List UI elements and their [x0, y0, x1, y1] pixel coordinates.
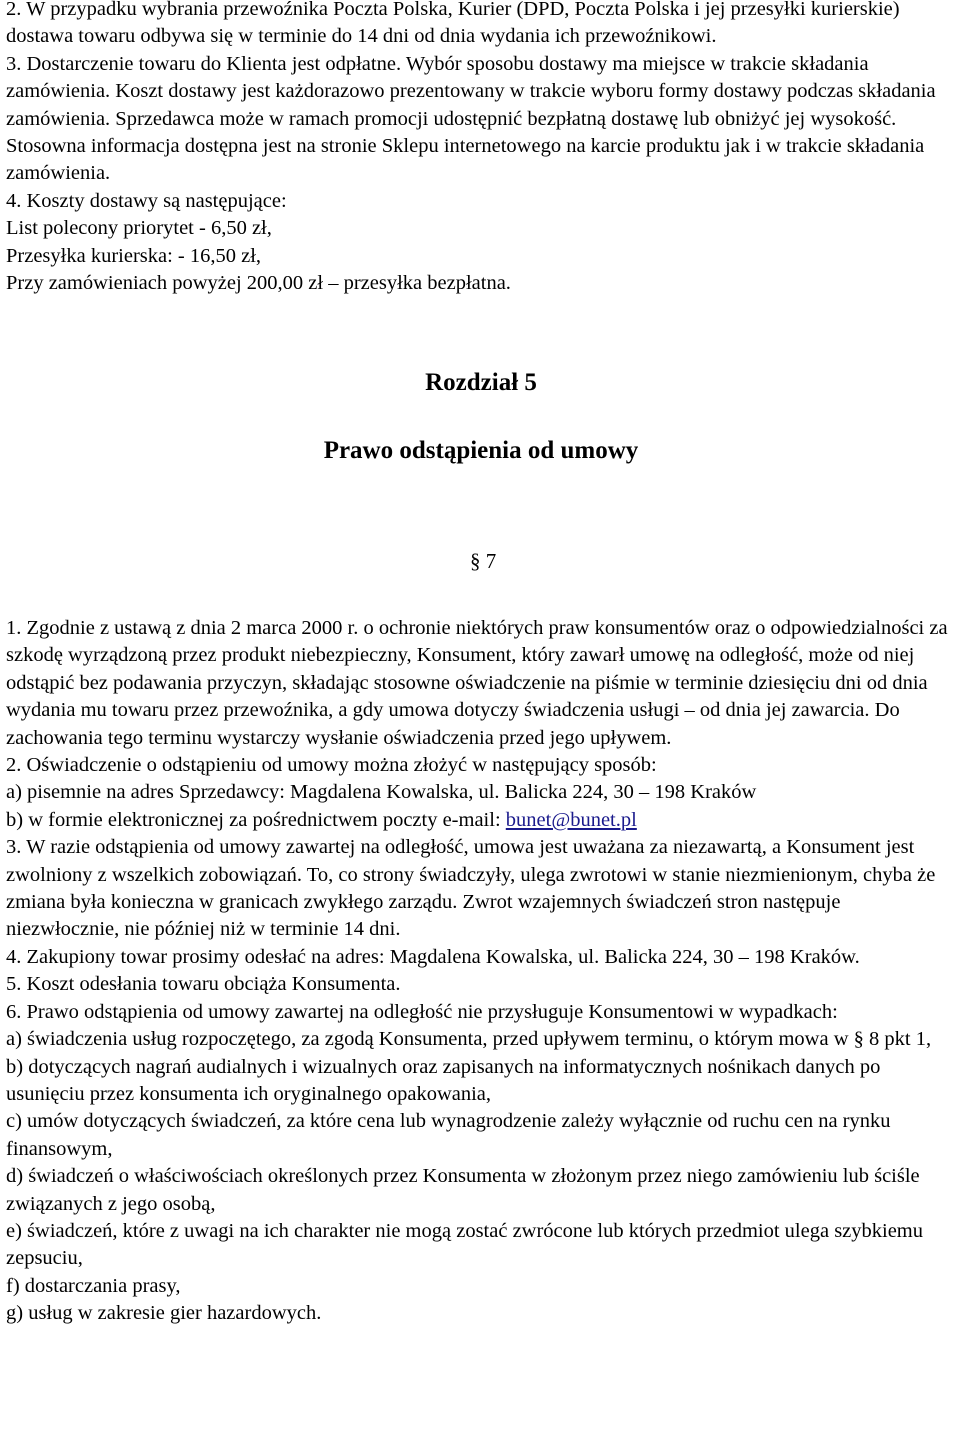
withdrawal-paragraph-3: 3. W razie odstąpienia od umowy zawartej na odległość, umowa jest uważana za niezawartą, a Konsument jest zwolniony z wszelkich zobowiązań. To, co strony świadczyły, ulega zwrotowi w stanie niezmienionym, chyba że zmiana była konieczna w granicach zwykłego zarządu. Zwrot wzajemnych świadczeń stron następuje niezwłocznie, nie później niż w terminie 14 dni.: [6, 836, 936, 941]
withdrawal-exception-b: b) dotyczących nagrań audialnych i wizualnych oraz zapisanych na informatycznych nośnikach danych po usunięciu przez konsumenta ich oryginalnego opakowania,: [6, 1055, 881, 1105]
chapter-title: Prawo odstąpienia od umowy: [323, 437, 639, 464]
withdrawal-paragraph-6: 6. Prawo odstąpienia od umowy zawartej na odległość nie przysługuje Konsumentowi w wypadkach:: [6, 1000, 838, 1023]
delivery-paragraph-2: 2. W przypadku wybrania przewoźnika Poczta Polska, Kurier (DPD, Poczta Polska i jej przesyłki kurierskie) dostawa towaru odbywa się w terminie do 14 dni od dnia wydania ich przewoźnikowi.: [6, 0, 900, 48]
withdrawal-exception-g: g) usług w zakresie gier hazardowych.: [6, 1302, 322, 1325]
delivery-paragraph-3: 3. Dostarczenie towaru do Klienta jest odpłatne. Wybór sposobu dostawy ma miejsce w trakcie składania zamówienia. Koszt dostawy jest każdorazowo prezentowany w trakcie wyboru formy dostawy podczas składania zamówienia. Sprzedawca może w ramach promocji udostępnić bezpłatną dostawę lub obniżyć jej wysokość. Stosowna informacja dostępna jest na stronie Sklepu internetowego na karcie produktu jak i w trakcie składania zamówienia.: [6, 52, 936, 185]
withdrawal-exception-f: f) dostarczania prasy,: [6, 1274, 181, 1297]
withdrawal-exception-c: c) umów dotyczących świadczeń, za które cena lub wynagrodzenie zależy wyłącznie od ruchu cen na rynku finansowym,: [6, 1110, 891, 1160]
withdrawal-exception-d: d) świadczeń o właściwościach określonych przez Konsumenta w złożonym przez niego zamówieniu lub ściśle związanych z jego osobą,: [6, 1165, 920, 1215]
delivery-cost-free-threshold: Przy zamówieniach powyżej 200,00 zł – przesyłka bezpłatna.: [6, 272, 511, 295]
delivery-section: [6, 0, 956, 297]
section-mark: § 7: [470, 549, 497, 573]
withdrawal-exception-a: a) świadczenia usług rozpoczętego, za zgodą Konsumenta, przed upływem terminu, o którym mowa w § 8 pkt 1,: [6, 1028, 932, 1051]
withdrawal-paragraph-4: 4. Zakupiony towar prosimy odesłać na adres: Magdalena Kowalska, ul. Balicka 224, 30 – 198 Kraków.: [6, 945, 860, 968]
withdrawal-paragraph-1: 1. Zgodnie z ustawą z dnia 2 marca 2000 r. o ochronie niektórych praw konsumentów oraz o odpowiedzialności za szkodę wyrządzoną przez produkt niebezpieczny, Konsument, który zawarł umowę na odległość, może od niej odstąpić bez podawania przyczyn, składając stosowne oświadczenie na piśmie w terminie dziesięciu dni od dnia wydania mu towaru przez przewoźnika, a gdy umowa dotyczy świadczenia usługi – od dnia jej zawarcia. Do zachowania tego terminu wystarczy wysłanie oświadczenia przed jego upływem.: [6, 617, 948, 749]
delivery-paragraph-4: 4. Koszty dostawy są następujące:: [6, 189, 287, 212]
withdrawal-option-b: [6, 807, 956, 834]
email-link[interactable]: bunet@bunet.pl: [505, 808, 637, 831]
chapter-number: Rozdział 5: [425, 369, 537, 396]
withdrawal-option-a: a) pisemnie na adres Sprzedawcy: Magdalena Kowalska, ul. Balicka 224, 30 – 198 Kraków: [6, 781, 757, 804]
withdrawal-section: [6, 615, 956, 1328]
delivery-cost-registered-letter: List polecony priorytet - 6,50 zł,: [6, 217, 272, 240]
withdrawal-exception-e: e) świadczeń, które z uwagi na ich charakter nie mogą zostać zwrócone lub których przedmiot ulega szybkiemu zepsuciu,: [6, 1219, 924, 1270]
withdrawal-paragraph-5: 5. Koszt odesłania towaru obciąża Konsumenta.: [6, 973, 401, 996]
withdrawal-paragraph-2: 2. Oświadczenie o odstąpieniu od umowy można złożyć w następujący sposób:: [6, 754, 657, 777]
delivery-cost-courier: Przesyłka kurierska: - 16,50 zł,: [6, 244, 262, 267]
document-page: [6, 0, 956, 1325]
withdrawal-option-b-text: b) w formie elektronicznej za pośrednictwem poczty e-mail:: [6, 808, 506, 831]
